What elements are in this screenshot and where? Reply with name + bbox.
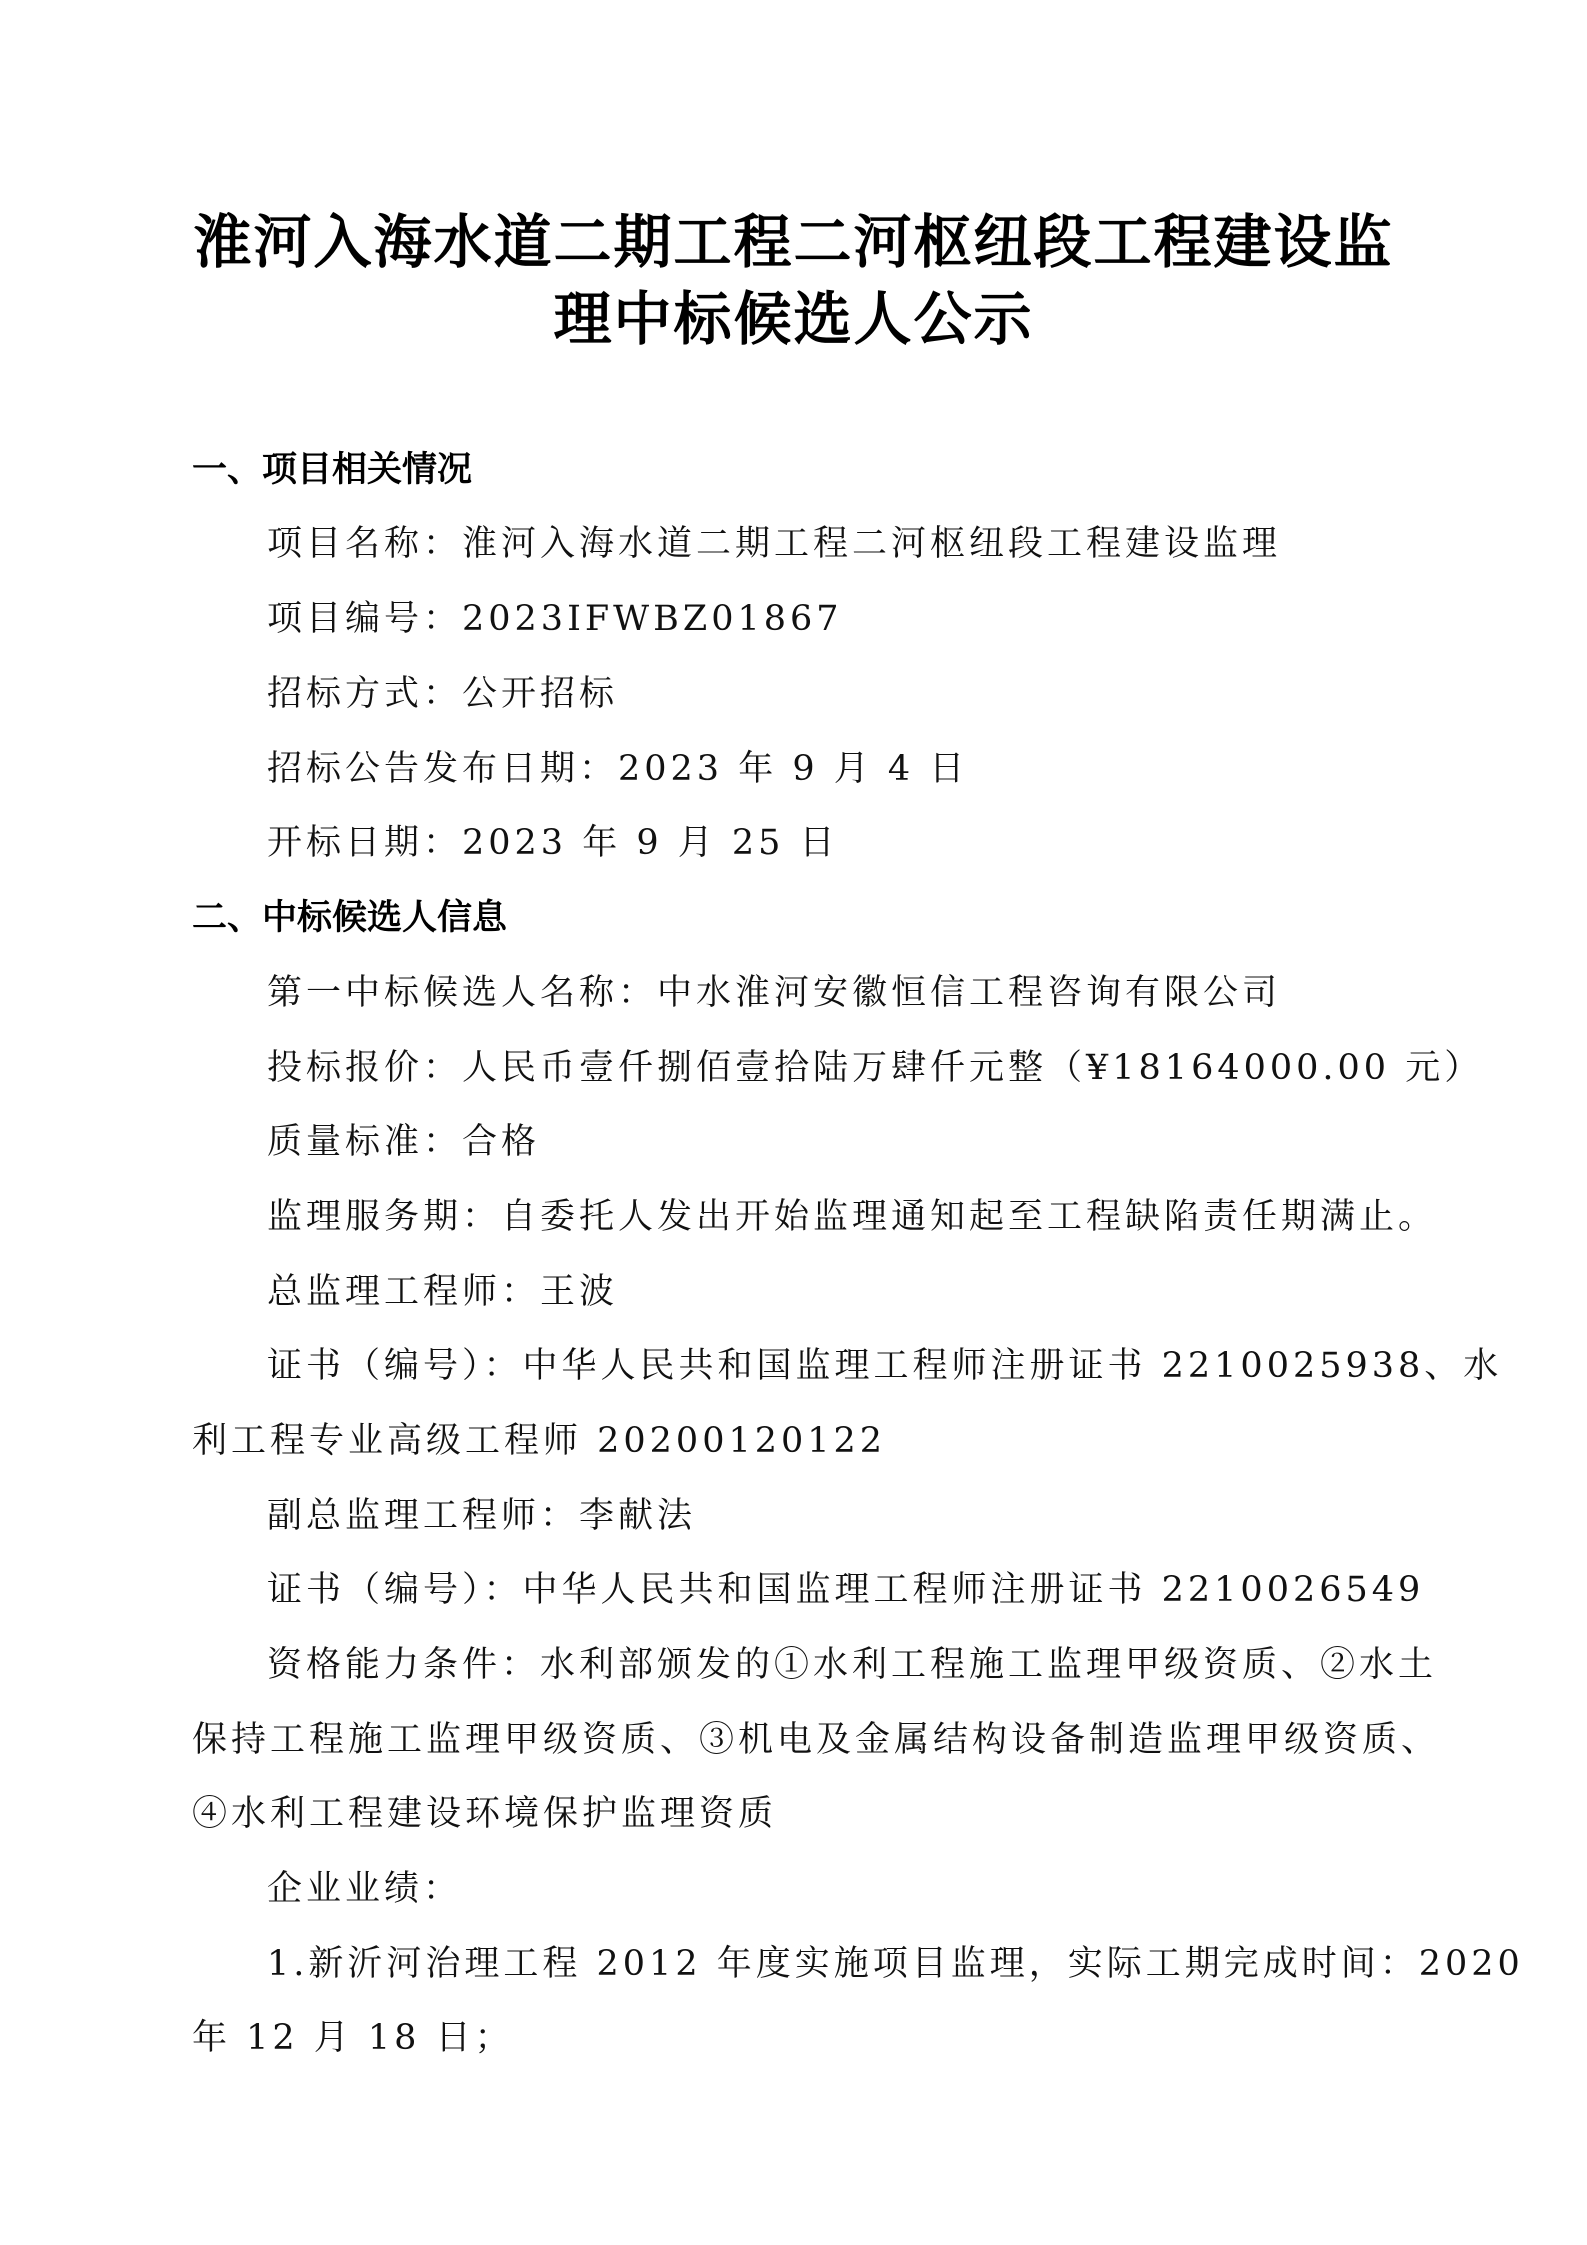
section-heading-candidate: 二、中标候选人信息 — [192, 898, 508, 938]
project-name: 项目名称：淮河入海水道二期工程二河枢纽段工程建设监理 — [267, 524, 1282, 564]
tender-method: 招标方式：公开招标 — [267, 674, 619, 714]
section-heading-project: 一、项目相关情况 — [192, 450, 473, 490]
performance-item-1-line-1: 1.新沂河治理工程 2012 年度实施项目监理，实际工期完成时间：2020 — [267, 1944, 1524, 1984]
deputy-engineer: 副总监理工程师：李献法 — [267, 1496, 697, 1536]
chief-certificate-line-1: 证书（编号）：中华人民共和国监理工程师注册证书 2210025938、水 — [267, 1346, 1503, 1386]
qualification-line-2: 保持工程施工监理甲级资质、③机电及金属结构设备制造监理甲级资质、 — [192, 1720, 1441, 1760]
qualification-line-3: ④水利工程建设环境保护监理资质 — [192, 1794, 778, 1834]
service-period: 监理服务期：自委托人发出开始监理通知起至工程缺陷责任期满止。 — [267, 1197, 1438, 1237]
deputy-certificate: 证书（编号）：中华人民共和国监理工程师注册证书 2210026549 — [267, 1570, 1425, 1610]
bid-price: 投标报价：人民币壹仟捌佰壹拾陆万肆仟元整（¥18164000.00 元） — [267, 1048, 1484, 1088]
quality-standard: 质量标准：合格 — [267, 1122, 541, 1162]
notice-date: 招标公告发布日期：2023 年 9 月 4 日 — [267, 749, 969, 789]
candidate-name: 第一中标候选人名称：中水淮河安徽恒信工程咨询有限公司 — [267, 973, 1282, 1013]
chief-engineer: 总监理工程师：王波 — [267, 1272, 619, 1312]
document-title-line-2: 理中标候选人公示 — [553, 285, 1034, 353]
document-title-line-1: 淮河入海水道二期工程二河枢纽段工程建设监 — [193, 208, 1394, 276]
performance-item-1-line-2: 年 12 月 18 日； — [192, 2018, 514, 2058]
project-code: 项目编号：2023IFWBZ01867 — [267, 599, 843, 639]
opening-date: 开标日期：2023 年 9 月 25 日 — [267, 823, 839, 863]
performance-label: 企业业绩： — [267, 1869, 463, 1909]
qualification-line-1: 资格能力条件：水利部颁发的①水利工程施工监理甲级资质、②水土 — [267, 1645, 1438, 1685]
chief-certificate-line-2: 利工程专业高级工程师 20200120122 — [192, 1421, 887, 1461]
